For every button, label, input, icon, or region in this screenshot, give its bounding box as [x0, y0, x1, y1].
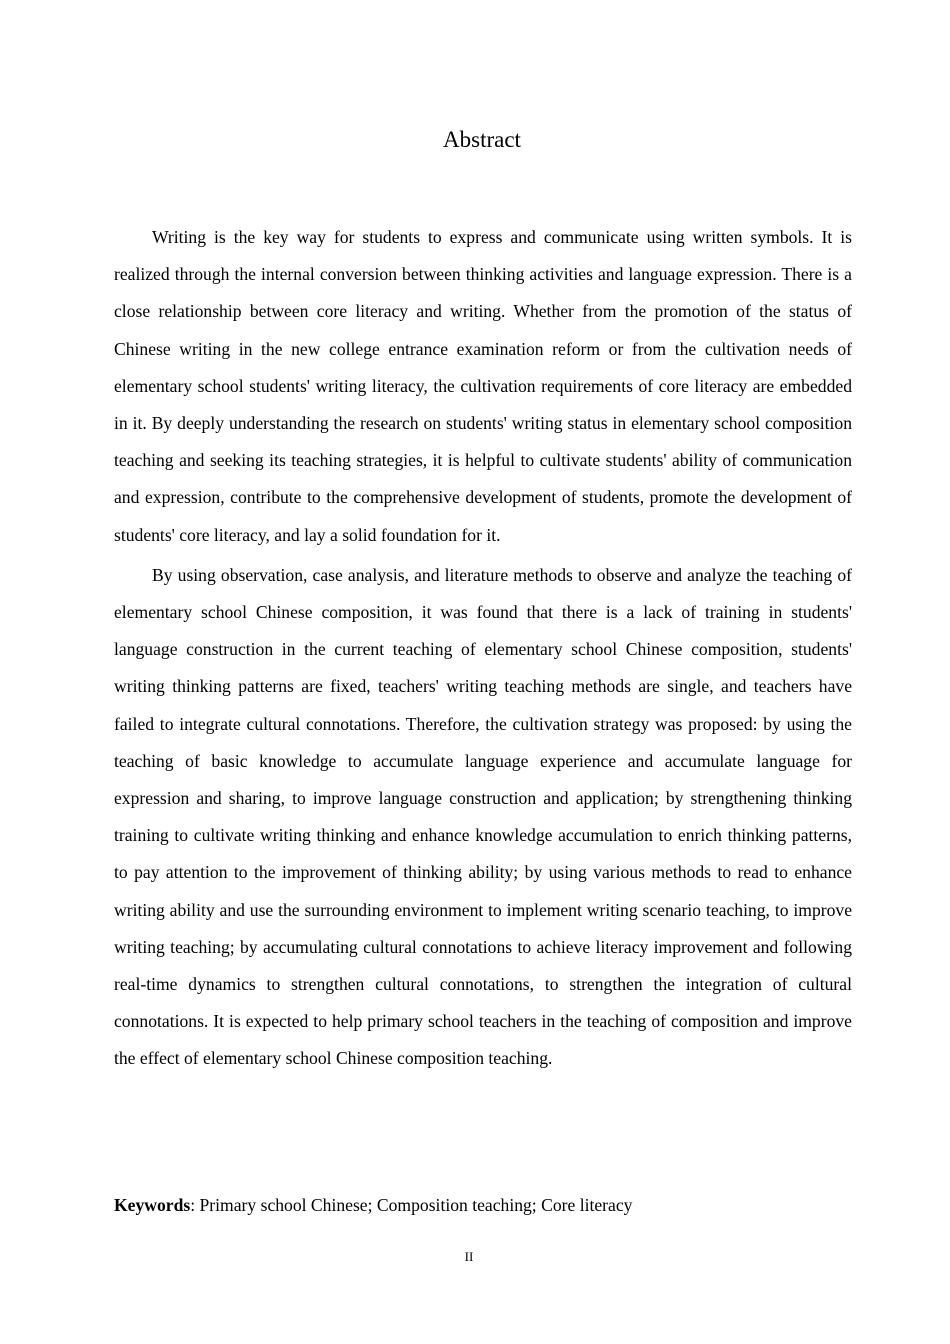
keywords-line: [114, 1187, 852, 1223]
abstract-paragraph-2: By using observation, case analysis, and literature methods to observe and analyze the teaching of elementary school Chinese composition, it was found that there is a lack of training in students' language construction in the current teaching of elementary school Chinese composition, students' writing thinking patterns are fixed, teachers' writing teaching methods are single, and teachers have failed to integrate cultural connotations. Therefore, the cultivation strategy was proposed: by using the teaching of basic knowledge to accumulate language experience and accumulate language for expression and sharing, to improve language construction and application; by strengthening thinking training to cultivate writing thinking and enhance knowledge accumulation to enrich thinking patterns, to pay attention to the improvement of thinking ability; by using various methods to read to enhance writing ability and use the surrounding environment to implement writing scenario teaching, to improve writing teaching; by accumulating cultural connotations to achieve literacy improvement and following real-time dynamics to strengthen cultural connotations, to strengthen the integration of cultural connotations. It is expected to help primary school teachers in the teaching of composition and improve the effect of elementary school Chinese composition teaching.: [114, 564, 852, 1069]
page-number: II: [464, 1249, 474, 1264]
abstract-paragraph-1: Writing is the key way for students to express and communicate using written symbols. It is realized through the internal conversion between thinking activities and language expression. There is a close relationship between core literacy and writing. Whether from the promotion of the status of Chinese writing in the new college entrance examination reform or from the cultivation needs of elementary school students' writing literacy, the cultivation requirements of core literacy are embedded in it. By deeply understanding the research on students' writing status in elementary school composition teaching and seeking its teaching strategies, it is helpful to cultivate students' ability of communication and expression, contribute to the comprehensive development of students, promote the development of students' core literacy, and lay a solid foundation for it.: [114, 227, 852, 545]
abstract-body: [114, 219, 852, 1081]
keywords-label: Keywords: [114, 1195, 191, 1215]
abstract-title: Abstract: [443, 127, 521, 152]
keywords-text: : Primary school Chinese; Composition teaching; Core literacy: [190, 1195, 633, 1215]
